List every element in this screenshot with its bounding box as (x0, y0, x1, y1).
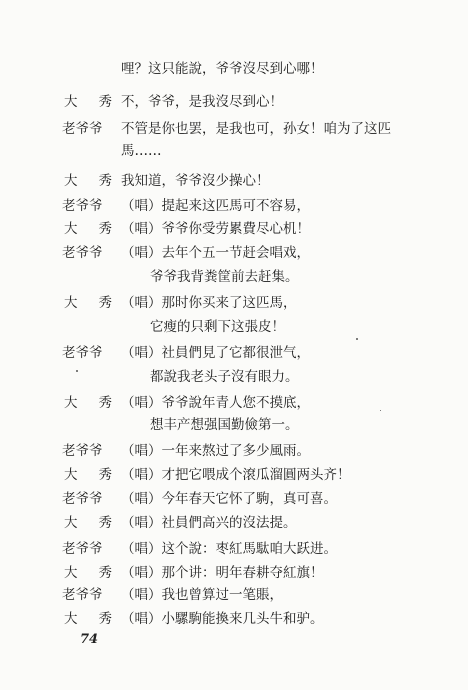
speaker-name: 大 秀 (64, 173, 112, 189)
speech-text: （唱）社員們見了它都很泄气， (121, 345, 310, 361)
speech-text: 我知道，爷爷沒少操心！ (121, 173, 270, 189)
speaker-name: 大 秀 (64, 395, 112, 411)
speaker-name: 老爷爷 (62, 121, 103, 137)
speech-text: （唱）去年个五一节赶会唱戏， (121, 245, 310, 261)
speech-text: 想丰产想强国勤儉第一。 (150, 417, 299, 433)
speaker-name: 大 秀 (64, 565, 112, 581)
speaker-name: 大 秀 (64, 515, 112, 531)
speaker-name: 老爷爷 (62, 491, 103, 507)
speaker-name: 老爷爷 (62, 587, 103, 603)
speech-text: 哩？这只能說，爷爷沒尽到心哪！ (121, 61, 324, 77)
page-number: 74 (80, 632, 99, 647)
speech-text: （唱）那时你买来了这匹馬， (121, 295, 297, 311)
speech-text: 爷爷我背粪筐前去赶集。 (150, 269, 299, 285)
speech-text: （唱）爷爷你受劳累費尽心机！ (121, 221, 310, 237)
speech-text: （唱）今年春天它怀了駒，真可喜。 (121, 491, 337, 507)
speaker-name: 大 秀 (64, 221, 112, 237)
speech-text: （唱）社員們高兴的沒法提。 (121, 515, 297, 531)
speech-text: （唱）提起来这匹馬可不容易， (121, 198, 310, 214)
speech-text: （唱）那个讲：明年春耕夺紅旗！ (121, 565, 324, 581)
speech-text: 不管是你也罢，是我也可，孙女！咱为了这匹 (121, 121, 391, 137)
speech-text: 馬…… (121, 143, 162, 159)
speech-text: （唱）才把它喂成个滾瓜溜圓两头齐！ (121, 467, 351, 483)
speaker-name: 大 秀 (64, 295, 112, 311)
speech-text: 都說我老头子沒有眼力。 (150, 369, 299, 385)
speaker-name: 大 秀 (64, 94, 112, 110)
print-speck (380, 410, 381, 411)
speaker-name: 老爷爷 (62, 345, 103, 361)
print-speck (356, 338, 358, 340)
speech-text: （唱）我也曾算过一笔賬， (121, 587, 283, 603)
speaker-name: 老爷爷 (62, 245, 103, 261)
print-speck (76, 370, 78, 372)
speaker-name: 大 秀 (64, 611, 112, 627)
speech-text: （唱）爷爷說年青人您不摸底， (121, 395, 310, 411)
speech-text: （唱）这个說：枣紅馬駄咱大跃进。 (121, 541, 337, 557)
speaker-name: 老爷爷 (62, 198, 103, 214)
speech-text: 它瘦的只剩下这張皮！ (150, 319, 285, 335)
speech-text: （唱）一年来熬过了多少風雨。 (121, 443, 310, 459)
speaker-name: 老爷爷 (62, 541, 103, 557)
speech-text: 不，爷爷，是我沒尽到心！ (121, 94, 283, 110)
speaker-name: 老爷爷 (62, 443, 103, 459)
speaker-name: 大 秀 (64, 467, 112, 483)
speech-text: （唱）小騾駒能換来几头牛和驴。 (121, 611, 324, 627)
